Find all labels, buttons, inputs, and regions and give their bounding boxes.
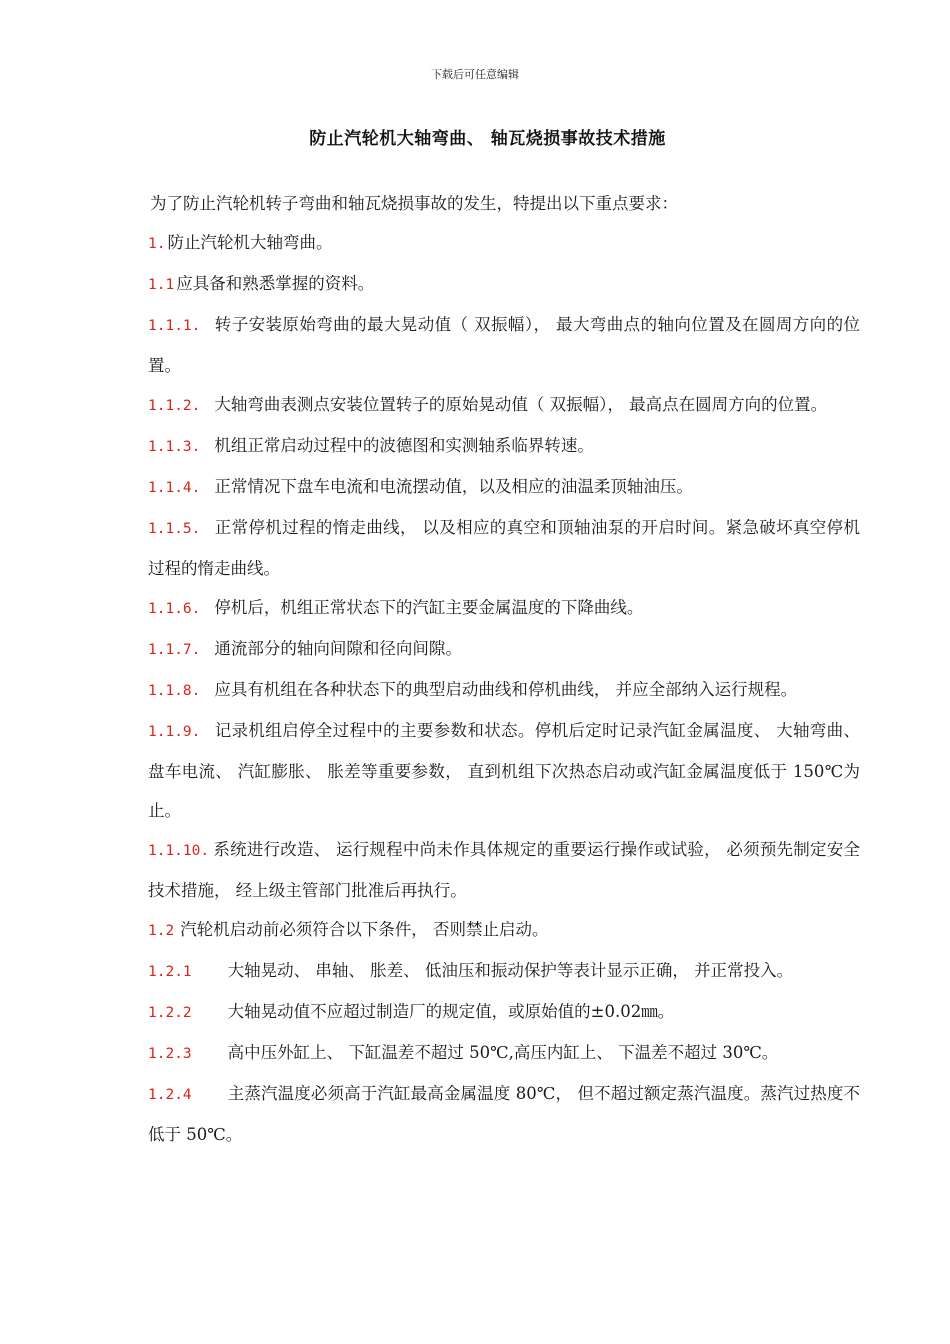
paragraph-text: 大轴晃动值不应超过制造厂的规定值，或原始值的±0.02㎜。 — [227, 1002, 675, 1021]
paragraph-text: 为了防止汽轮机转子弯曲和轴瓦烧损事故的发生，特提出以下重点要求： — [150, 194, 678, 213]
section-number: 1.1.9. — [148, 724, 201, 740]
paragraph-intro — [148, 184, 860, 223]
paragraph-text: 应具备和熟悉掌握的资料。 — [176, 274, 375, 293]
paragraph — [148, 385, 860, 426]
paragraph — [148, 629, 860, 670]
paragraph — [148, 426, 860, 467]
paragraph — [148, 711, 860, 830]
paragraph — [148, 910, 860, 951]
document-body — [148, 184, 860, 1154]
paragraph — [148, 223, 860, 264]
paragraph — [148, 467, 860, 508]
paragraph — [148, 508, 860, 588]
paragraph-text: 系统进行改造、 运行规程中尚未作具体规定的重要运行操作或试验， 必须预先制定安全技术措施， 经上级主管部门批准后再执行。 — [148, 840, 860, 900]
section-number: 1.1.3. — [148, 439, 201, 455]
section-number: 1.1 — [148, 277, 175, 293]
paragraph-text: 记录机组启停全过程中的主要参数和状态。停机后定时记录汽缸金属温度、 大轴弯曲、 盘车电流、 汽缸膨胀、 胀差等重要参数， 直到机组下次热态启动或汽缸金属温度低于 150℃为止。 — [148, 721, 860, 820]
paragraph-text: 高中压外缸上、 下缸温差不超过 50℃,高压内缸上、 下温差不超过 30℃。 — [227, 1043, 779, 1062]
paragraph — [148, 305, 860, 385]
paragraph — [148, 670, 860, 711]
paragraph-text: 转子安装原始弯曲的最大晃动值（ 双振幅）， 最大弯曲点的轴向位置及在圆周方向的位置。 — [148, 315, 860, 375]
paragraph-text: 应具有机组在各种状态下的典型启动曲线和停机曲线， 并应全部纳入运行规程。 — [214, 680, 798, 699]
paragraph-text: 机组正常启动过程中的波德图和实测轴系临界转速。 — [214, 436, 594, 455]
document-title: 防止汽轮机大轴弯曲、 轴瓦烧损事故技术措施 — [309, 129, 666, 149]
header-note: 下载后可任意编辑 — [431, 68, 519, 81]
paragraph-text: 停机后，机组正常状态下的汽缸主要金属温度的下降曲线。 — [214, 598, 644, 617]
section-number: 1.1.7. — [148, 642, 201, 658]
section-number: 1.2.3 — [148, 1046, 192, 1062]
paragraph — [148, 1033, 860, 1074]
section-number: 1.1.2. — [148, 398, 201, 414]
section-number: 1.1.6. — [148, 601, 201, 617]
section-number: 1.1.1. — [148, 318, 201, 334]
section-number: 1.2.1 — [148, 964, 192, 980]
paragraph-text: 大轴晃动、 串轴、 胀差、 低油压和振动保护等表计显示正确， 并正常投入。 — [227, 961, 794, 980]
section-number: 1.1.4. — [148, 480, 201, 496]
paragraph — [148, 588, 860, 629]
paragraph — [148, 951, 860, 992]
section-number: 1.1.5. — [148, 521, 201, 537]
paragraph-text: 防止汽轮机大轴弯曲。 — [167, 233, 333, 252]
section-number: 1.1.8. — [148, 683, 201, 699]
paragraph-text: 汽轮机启动前必须符合以下条件， 否则禁止启动。 — [180, 920, 549, 939]
paragraph-text: 正常停机过程的惰走曲线， 以及相应的真空和顶轴油泵的开启时间。紧急破坏真空停机过程的惰走曲线。 — [148, 518, 860, 578]
paragraph-text: 主蒸汽温度必须高于汽缸最高金属温度 80℃， 但不超过额定蒸汽温度。蒸汽过热度不低于 50℃。 — [148, 1084, 860, 1144]
paragraph — [148, 992, 860, 1033]
section-number: 1.1.10. — [148, 843, 210, 859]
section-number: 1.2.2 — [148, 1005, 192, 1021]
paragraph — [148, 264, 860, 305]
paragraph-text: 大轴弯曲表测点安装位置转子的原始晃动值（ 双振幅）， 最高点在圆周方向的位置。 — [214, 395, 828, 414]
paragraph — [148, 830, 860, 910]
section-number: 1.2 — [148, 923, 175, 939]
section-number: 1. — [148, 236, 166, 252]
section-number: 1.2.4 — [148, 1087, 192, 1103]
paragraph-text: 通流部分的轴向间隙和径向间隙。 — [214, 639, 462, 658]
paragraph — [148, 1074, 860, 1154]
paragraph-text: 正常情况下盘车电流和电流摆动值，以及相应的油温柔顶轴油压。 — [214, 477, 693, 496]
